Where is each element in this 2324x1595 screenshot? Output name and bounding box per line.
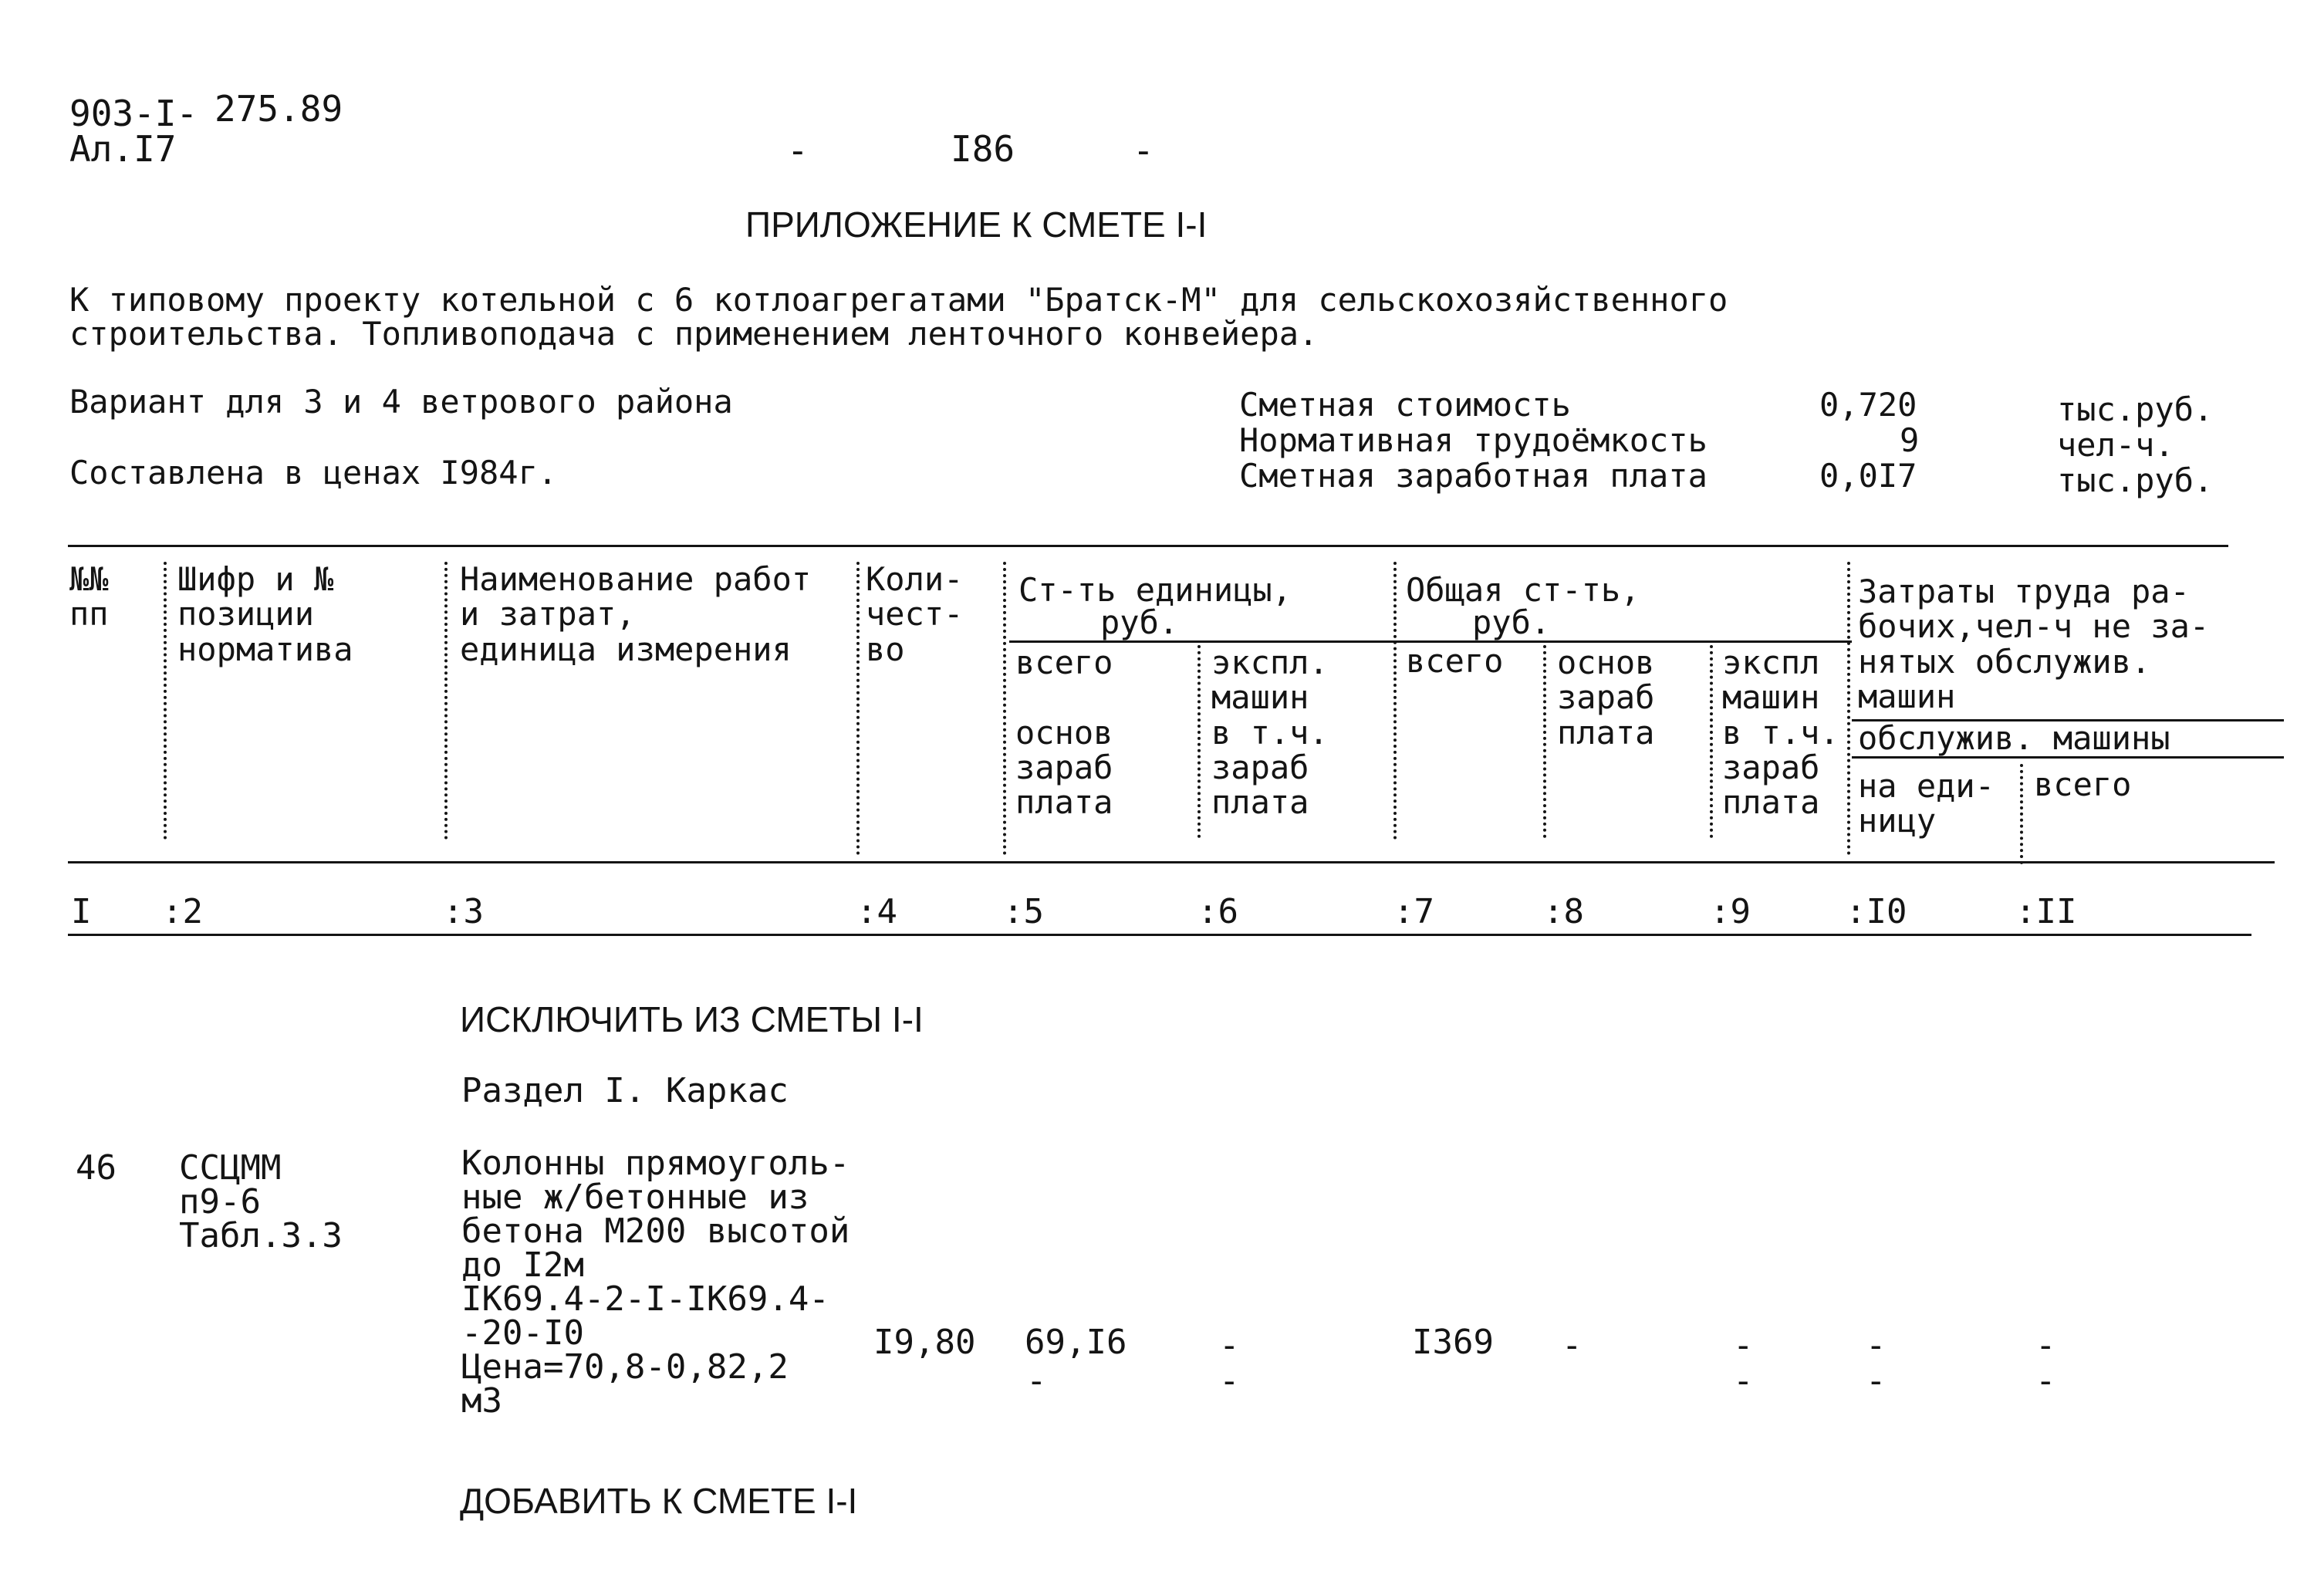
row-total-machines-salary: -: [1733, 1361, 1754, 1401]
col-separator-8: [1710, 645, 1713, 838]
col-separator-2: [444, 562, 448, 840]
row-total-machines: -: [1733, 1326, 1754, 1365]
row-labor-total-2: -: [2035, 1361, 2056, 1401]
col-separator-4: [1003, 562, 1006, 855]
header-col-6: экспл. машин в т.ч. зараб плата: [1211, 644, 1329, 822]
row-unit-machines-salary: -: [1219, 1361, 1240, 1401]
row-labor-per-unit: -: [1866, 1326, 1887, 1365]
colnum-1: I: [71, 892, 92, 931]
colnum-3: 3: [463, 892, 484, 931]
summary-label-labor: Нормативная трудоёмкость: [1239, 421, 1708, 459]
row-unit-total: 69,I6: [1025, 1323, 1127, 1362]
variant-note: Вариант для 3 и 4 ветрового района: [69, 383, 733, 421]
summary-value-labor: 9: [1900, 421, 1920, 459]
table-top-rule: [68, 545, 2228, 547]
header-total-cost-rub: руб.: [1472, 603, 1551, 641]
row-labor-per-unit-2: -: [1866, 1361, 1887, 1401]
colnum-4: 4: [877, 892, 897, 931]
header-col-11: всего: [2034, 765, 2132, 803]
colnum-10: I0: [1866, 892, 1907, 931]
col-separator-1: [164, 562, 167, 840]
header-bottom-rule: [68, 861, 2275, 863]
header-unit-cost: Ст-ть единицы,: [1018, 571, 1292, 609]
page-dash-right: -: [1133, 130, 1154, 171]
header-col-10: на еди- ницу: [1858, 767, 1995, 840]
colnum-11: II: [2035, 892, 2077, 931]
header-col-8: основ зараб плата: [1557, 644, 1655, 752]
description-line-2: строительства. Топливоподача с применением ленточного конвейера.: [69, 315, 1319, 353]
header-labor-service: обслужив. машины: [1858, 719, 2170, 757]
summary-unit-salary: тыс.руб.: [2057, 461, 2214, 499]
header-col-7: всего: [1406, 642, 1504, 680]
colnum-7: 7: [1414, 892, 1434, 931]
summary-label-cost: Сметная стоимость: [1239, 386, 1571, 424]
description-line-1: К типовому проекту котельной с 6 котлоагрегатами "Братск-М" для сельскохозяйственного: [69, 281, 1728, 319]
row-work-name: Колонны прямоуголь- ные ж/бетонные из бетона М200 высотой до I2м IК69.4-2-I-IК69.4- -20-I0 Цена=70,8-0,82,2 м3: [461, 1144, 850, 1421]
header-total-cost: Общая ст-ть,: [1406, 571, 1640, 609]
number-row-rule: [68, 934, 2251, 936]
page-number: I86: [951, 128, 1015, 170]
col-separator-6: [1393, 562, 1397, 840]
summary-unit-cost: тыс.руб.: [2057, 390, 2214, 428]
summary-value-salary: 0,0I7: [1819, 457, 1917, 495]
row-number: 46: [76, 1148, 117, 1188]
row-code: ССЦММ п9-6 Табл.3.3: [179, 1148, 343, 1255]
colnum-8: 8: [1563, 892, 1584, 931]
document-page: 903-I- 275.89 Ал.I7 - I86 - ПРИЛОЖЕНИЕ К СМЕТЕ I-I К типовому проекту котельной с 6 котлоагрегатами "Братск-М" для сельскохозяйственного строительства. Топливоподача с применением ленточного конвейера. Вариант для 3 и 4 ветрового района Составлена в ценах I984г. Сметная стоимость Нормативная трудоёмкость Сметная заработная плата 0,720 9 0,0I7 тыс.руб. чел-ч. тыс.руб. №№ пп Шифр и № позиции норматива Наименование работ и затрат, единица измерения Коли- чест- во Ст-ть единицы, руб. всего основ зараб плата экспл. машин в т.ч. зараб плата Общая ст-ть, руб. всего основ зараб плата экспл машин в т.ч. зараб плата Затраты труда ра- бочих,чел-ч не за- нятых обслужив. машин обслужив. машины на еди- ницу всего I :2 :3 :4 :5 :6 :7 :8 :9 :I0 :II ИСКЛЮЧИТЬ ИЗ СМЕТЫ I-I Раздел I. Каркас 46 ССЦММ п9-6 Табл.3.3 Колонны прямоуголь- ные ж/бетонные из бетона М200 высотой до I2м IК69.4-2-I-IК69.4- -20-I0 Цена=70,8-0,82,2 м3 I9,80 69,I6 - - - I369 - - - - - - - ДОБАВИТЬ К СМЕТЕ I-I: [0, 0, 2324, 1595]
section-title: Раздел I. Каркас: [461, 1071, 789, 1110]
summary-value-cost: 0,720: [1819, 386, 1917, 424]
exclude-title: ИСКЛЮЧИТЬ ИЗ СМЕТЫ I-I: [460, 999, 924, 1039]
colnum-6: 6: [1218, 892, 1238, 931]
row-unit-salary: -: [1026, 1361, 1047, 1401]
doc-code: 903-I-: [69, 93, 198, 134]
header-col-2: Шифр и № позиции норматива: [177, 560, 353, 668]
header-col-9: экспл машин в т.ч. зараб плата: [1722, 644, 1839, 822]
row-total-salary: -: [1562, 1326, 1583, 1365]
header-col-3: Наименование работ и затрат, единица измерения: [460, 560, 812, 668]
row-quantity: I9,80: [873, 1323, 976, 1362]
col-separator-7: [1543, 645, 1546, 838]
header-unit-cost-rub: руб.: [1100, 603, 1179, 641]
row-total-cost: I369: [1412, 1323, 1494, 1362]
summary-unit-labor: чел-ч.: [2057, 426, 2174, 464]
col-separator-9: [1847, 562, 1850, 855]
col-separator-10: [2020, 764, 2023, 864]
appendix-title: ПРИЛОЖЕНИЕ К СМЕТЕ I-I: [745, 204, 1208, 245]
doc-code-number: 275.89: [214, 88, 343, 130]
prices-note: Составлена в ценах I984г.: [69, 454, 558, 492]
row-unit-machines: -: [1219, 1326, 1240, 1365]
colnum-9: 9: [1730, 892, 1751, 931]
header-col-4: Коли- чест- во: [866, 560, 964, 668]
colnum-5: 5: [1023, 892, 1044, 931]
page-dash-left: -: [787, 130, 809, 171]
album-label: Ал.I7: [69, 128, 177, 170]
row-labor-total: -: [2035, 1326, 2056, 1365]
col-separator-5: [1197, 645, 1201, 838]
header-col-5: всего основ зараб плата: [1015, 644, 1113, 822]
header-labor-costs: Затраты труда ра- бочих,чел-ч не за- нятых обслужив. машин: [1858, 573, 2210, 716]
header-col-1: №№ пп: [69, 560, 109, 634]
colnum-2: 2: [182, 892, 203, 931]
col-separator-3: [856, 562, 860, 855]
add-title: ДОБАВИТЬ К СМЕТЕ I-I: [460, 1481, 858, 1521]
summary-label-salary: Сметная заработная плата: [1239, 457, 1708, 495]
